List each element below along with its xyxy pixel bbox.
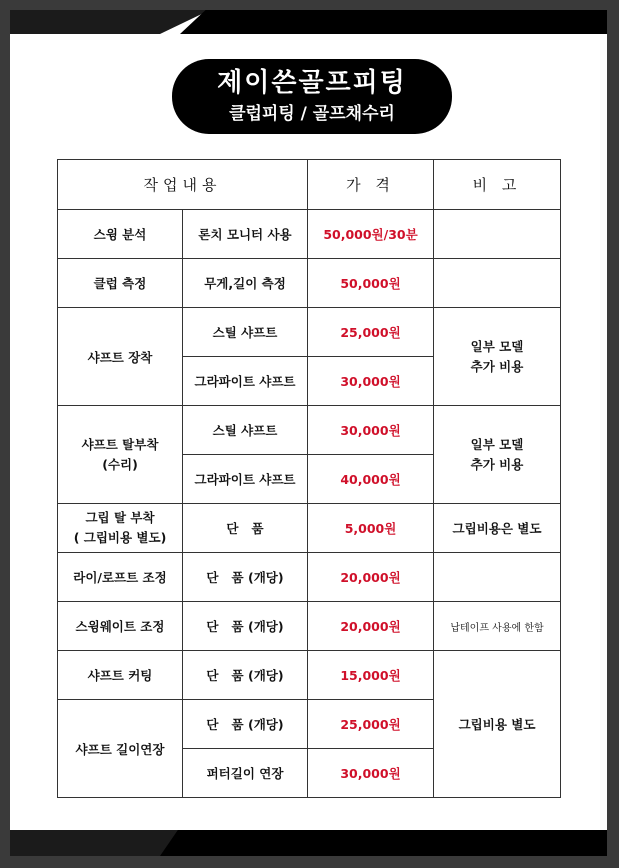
table-row — [58, 602, 561, 651]
item-cell: 퍼터길이 연장 — [183, 749, 308, 798]
note-cell — [434, 406, 561, 504]
bottom-decor-band-right — [160, 830, 607, 856]
top-decor-band-right — [180, 10, 607, 34]
category-cell — [58, 406, 183, 504]
item-cell: 그라파이트 샤프트 — [183, 357, 308, 406]
item-cell: 단 품 (개당) — [183, 700, 308, 749]
table-row — [58, 259, 561, 308]
shop-title: 제이쓴골프피팅 — [217, 68, 407, 98]
item-cell: 그라파이트 샤프트 — [183, 455, 308, 504]
category-cell: 스윙 분석 — [58, 210, 183, 259]
item-cell: 단 품 (개당) — [183, 602, 308, 651]
table-header-row — [58, 160, 561, 210]
price-cell: 15,000원 — [308, 651, 434, 700]
item-cell: 단 품 (개당) — [183, 553, 308, 602]
item-cell: 단 품 (개당) — [183, 651, 308, 700]
shop-subtitle: 클럽피팅 / 골프채수리 — [229, 104, 395, 124]
price-cell: 50,000원/30분 — [308, 210, 434, 259]
category-line: 샤프트 탈부착 — [81, 436, 159, 452]
note-line: 일부 모델 — [470, 338, 524, 354]
note-line: 추가 비용 — [470, 358, 524, 374]
top-decor-band-left — [10, 10, 210, 34]
table-row — [58, 553, 561, 602]
item-cell: 스틸 샤프트 — [183, 308, 308, 357]
title-badge — [172, 59, 452, 134]
price-cell: 20,000원 — [308, 553, 434, 602]
price-cell: 40,000원 — [308, 455, 434, 504]
price-cell: 25,000원 — [308, 700, 434, 749]
category-cell: 라이/로프트 조정 — [58, 553, 183, 602]
price-cell: 30,000원 — [308, 357, 434, 406]
price-table — [57, 159, 561, 798]
item-cell: 론치 모니터 사용 — [183, 210, 308, 259]
category-line: ( 그립비용 별도) — [73, 530, 167, 545]
category-cell: 샤프트 커팅 — [58, 651, 183, 700]
category-cell: 샤프트 길이연장 — [58, 700, 183, 798]
price-cell: 25,000원 — [308, 308, 434, 357]
note-cell — [434, 210, 561, 259]
note-line: 추가 비용 — [470, 456, 524, 472]
note-cell — [434, 553, 561, 602]
note-cell: 그립비용 별도 — [434, 651, 561, 798]
note-cell — [434, 308, 561, 406]
table-row — [58, 504, 561, 553]
note-cell: 그립비용은 별도 — [434, 504, 561, 553]
item-cell: 무게,길이 측정 — [183, 259, 308, 308]
table-row — [58, 651, 561, 700]
note-cell — [434, 259, 561, 308]
table-row — [58, 406, 561, 455]
note-cell: 납테이프 사용에 한함 — [434, 602, 561, 651]
category-cell: 샤프트 장착 — [58, 308, 183, 406]
item-cell: 스틸 샤프트 — [183, 406, 308, 455]
item-cell: 단 품 — [183, 504, 308, 553]
price-cell: 50,000원 — [308, 259, 434, 308]
category-cell — [58, 504, 183, 553]
price-cell: 20,000원 — [308, 602, 434, 651]
header-price: 가 격 — [308, 160, 434, 210]
table-row — [58, 210, 561, 259]
table-row — [58, 308, 561, 357]
note-line: 일부 모델 — [470, 436, 524, 452]
category-cell: 스윙웨이트 조정 — [58, 602, 183, 651]
header-note: 비 고 — [434, 160, 561, 210]
price-sheet — [10, 10, 607, 856]
category-cell: 클럽 측정 — [58, 259, 183, 308]
header-work: 작업내용 — [58, 160, 308, 210]
price-cell: 30,000원 — [308, 406, 434, 455]
price-cell: 5,000원 — [308, 504, 434, 553]
category-line: (수리) — [102, 456, 138, 472]
price-cell: 30,000원 — [308, 749, 434, 798]
category-line: 그립 탈 부착 — [85, 510, 155, 525]
